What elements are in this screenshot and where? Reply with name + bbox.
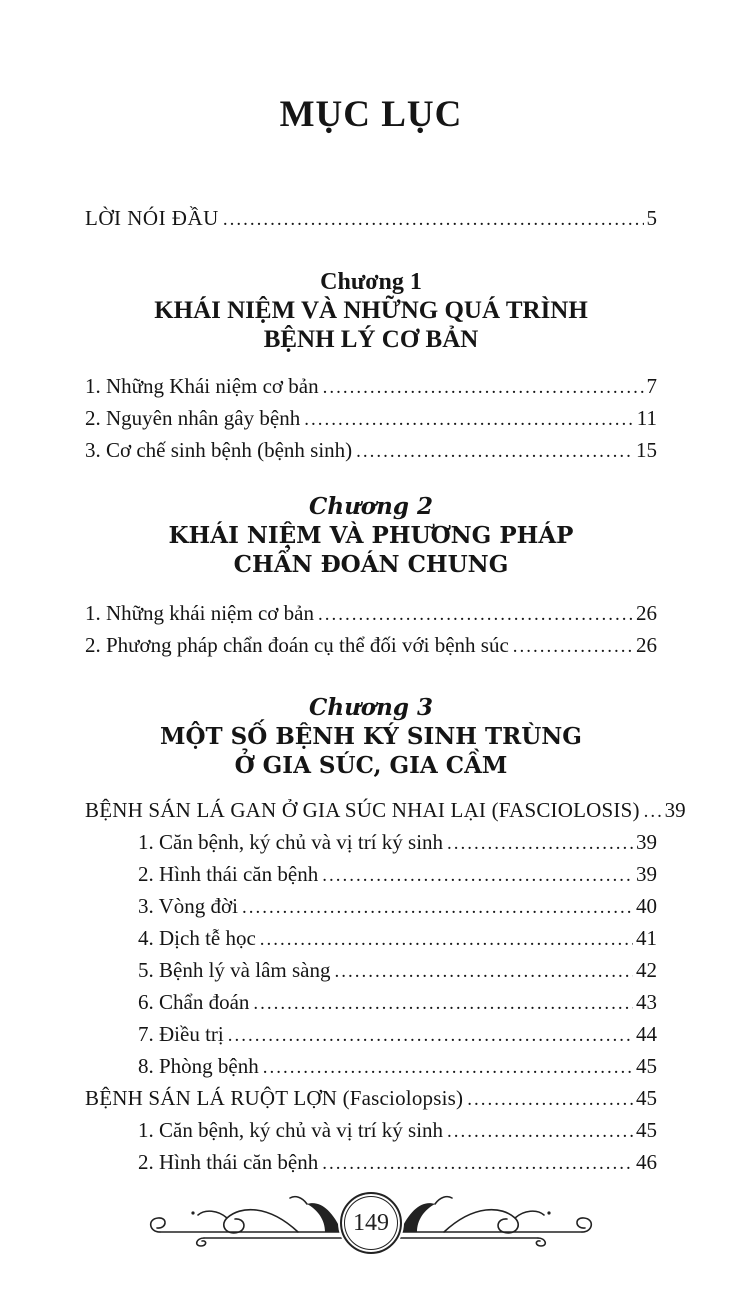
toc-entry-page: 26: [636, 633, 657, 657]
toc-entry-page: 5: [646, 206, 657, 230]
toc-entry-label: 6. Chẩn đoán: [138, 990, 250, 1014]
dot-leader: [322, 859, 633, 891]
toc-entry-page: 45: [636, 1054, 657, 1078]
toc-entry-label: 8. Phòng bệnh: [138, 1054, 259, 1078]
toc-entry-page: 45: [636, 1086, 657, 1110]
dot-leader: [263, 1051, 633, 1083]
page-title: MỤC LỤC: [279, 94, 463, 135]
toc-entry: [85, 435, 657, 467]
dot-leader: [242, 891, 633, 923]
chapter-title-line: KHÁI NIỆM VÀ PHƯƠNG PHÁP: [168, 522, 574, 549]
toc-entry-label: 3. Cơ chế sinh bệnh (bệnh sinh): [85, 438, 353, 462]
toc-entry: [85, 403, 657, 435]
chapter-entries: [85, 795, 686, 1179]
chapter-title-line: BỆNH LÝ CƠ BẢN: [263, 326, 479, 353]
toc-entry: [85, 1019, 657, 1051]
toc-entry-page: 42: [636, 958, 657, 982]
chapter-entries: [85, 598, 657, 662]
toc-entry-label: 2. Phương pháp chẩn đoán cụ thể đối với bệnh súc: [85, 633, 509, 657]
dot-leader: [334, 955, 633, 987]
toc-entry-page: 44: [636, 1022, 657, 1046]
toc-entry-page: 39: [636, 830, 657, 854]
toc-entry: [85, 1147, 657, 1179]
toc-entry-label: 2. Nguyên nhân gây bệnh: [85, 406, 301, 430]
dot-leader: [447, 1115, 633, 1147]
toc-entry-label: 1. Căn bệnh, ký chủ và vị trí ký sinh: [138, 830, 444, 854]
toc-entry-page: 7: [646, 374, 657, 398]
toc-entry-preface: [85, 203, 657, 235]
toc-entry-page: 43: [636, 990, 657, 1014]
dot-leader: [260, 923, 633, 955]
toc-entry-label: 2. Hình thái căn bệnh: [138, 1150, 319, 1174]
toc-entry: [85, 955, 657, 987]
toc-content: [85, 94, 686, 1263]
dot-leader: [318, 598, 633, 630]
chapter-title-line: CHẨN ĐOÁN CHUNG: [233, 551, 509, 578]
toc-entry-label: 3. Vòng đời: [138, 894, 238, 918]
chapter-title-line: Ở GIA SÚC, GIA CẦM: [234, 752, 508, 779]
toc-entry-page: 40: [636, 894, 657, 918]
toc-entry-label: BỆNH SÁN LÁ RUỘT LỢN (Fasciolopsis): [85, 1086, 464, 1110]
flourish-left-icon: [146, 1188, 346, 1258]
dot-leader: [323, 371, 644, 403]
toc-entry: [85, 1115, 657, 1147]
chapter-entries: [85, 371, 657, 467]
toc-entry-label: BỆNH SÁN LÁ GAN Ở GIA SÚC NHAI LẠI (FASCIOLOSIS): [85, 798, 640, 822]
toc-entry: [85, 630, 657, 662]
chapter-label: Chương 3: [309, 694, 433, 721]
toc-entry-page: 46: [636, 1150, 657, 1174]
toc-entry: [85, 1051, 657, 1083]
chapter-label: Chương 1: [320, 269, 422, 295]
toc-entry-label: 5. Bệnh lý và lâm sàng: [138, 958, 331, 982]
dot-leader: [322, 1147, 633, 1179]
dot-leader: [356, 435, 633, 467]
toc-section-entry: [85, 795, 686, 827]
toc-entry-label: 2. Hình thái căn bệnh: [138, 862, 319, 886]
toc-entry-page: 15: [636, 438, 657, 462]
chapter-block-1: [85, 269, 657, 467]
toc-entry: [85, 859, 657, 891]
page-number-badge: [340, 1192, 402, 1254]
toc-entry: [85, 598, 657, 630]
toc-entry-label: LỜI NÓI ĐẦU: [85, 206, 219, 230]
flourish-right-icon: [396, 1188, 596, 1258]
dot-leader: [228, 1019, 633, 1051]
dot-leader: [304, 403, 634, 435]
toc-entry: [85, 827, 657, 859]
dot-leader: [253, 987, 633, 1019]
chapter-title-line: MỘT SỐ BỆNH KÝ SINH TRÙNG: [160, 723, 582, 750]
toc-entry-page: 45: [636, 1118, 657, 1142]
toc-entry-label: 1. Những Khái niệm cơ bản: [85, 374, 319, 398]
toc-entry: [85, 987, 657, 1019]
chapter-label: Chương 2: [309, 493, 433, 520]
chapter-title-line: KHÁI NIỆM VÀ NHỮNG QUÁ TRÌNH: [154, 297, 588, 324]
dot-leader: [644, 795, 662, 827]
dot-leader: [513, 630, 633, 662]
toc-entry-page: 39: [664, 798, 686, 822]
toc-entry-page: 26: [636, 601, 657, 625]
toc-entry-label: 1. Căn bệnh, ký chủ và vị trí ký sinh: [138, 1118, 444, 1142]
dot-leader: [223, 203, 644, 235]
toc-entry-page: 39: [636, 862, 657, 886]
toc-entry-page: 11: [636, 406, 657, 430]
dot-leader: [447, 827, 633, 859]
toc-entry-label: 4. Dịch tễ học: [138, 926, 256, 950]
dot-leader: [467, 1083, 633, 1115]
toc-section-entry: [85, 1083, 657, 1115]
toc-entry: [85, 923, 657, 955]
footer-ornament: [85, 1183, 657, 1263]
toc-entry-label: 7. Điều trị: [138, 1022, 224, 1046]
toc-entry: [85, 891, 657, 923]
toc-entry-page: 41: [636, 926, 657, 950]
page-number: 149: [353, 1210, 389, 1236]
toc-entry: [85, 371, 657, 403]
toc-entry-label: 1. Những khái niệm cơ bản: [85, 601, 314, 625]
chapter-block-3: [85, 694, 686, 1179]
chapter-block-2: [85, 494, 657, 662]
